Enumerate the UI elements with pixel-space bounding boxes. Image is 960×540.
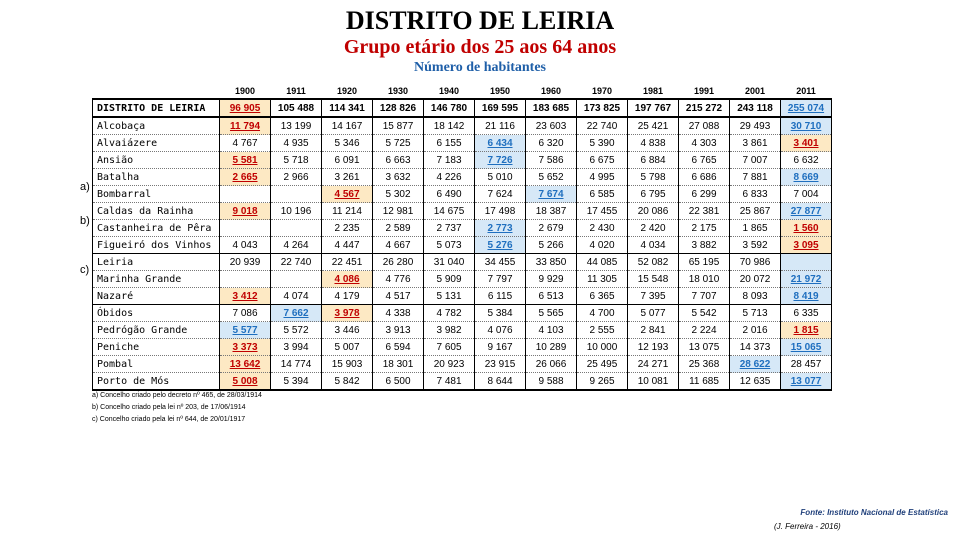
population-cell: 2 235 <box>322 220 373 237</box>
population-cell: 6 663 <box>373 152 424 169</box>
population-cell: 5 652 <box>526 169 577 186</box>
population-cell: 8 669 <box>781 169 832 186</box>
population-cell: 8 419 <box>781 288 832 305</box>
population-cell: 5 713 <box>730 305 781 322</box>
population-cell: 7 007 <box>730 152 781 169</box>
population-cell: 17 498 <box>475 203 526 220</box>
population-cell: 6 155 <box>424 135 475 152</box>
page-subtitle-2: Número de habitantes <box>414 60 546 75</box>
population-cell: 4 447 <box>322 237 373 254</box>
population-cell: 20 923 <box>424 356 475 373</box>
population-cell: 7 707 <box>679 288 730 305</box>
population-cell: 11 305 <box>577 271 628 288</box>
population-cell: 7 797 <box>475 271 526 288</box>
population-cell: 27 877 <box>781 203 832 220</box>
population-cell: 3 632 <box>373 169 424 186</box>
table-row <box>93 254 832 271</box>
year-header: 1920 <box>336 86 358 96</box>
population-cell: 5 798 <box>628 169 679 186</box>
population-cell: 7 605 <box>424 339 475 356</box>
population-cell: 20 072 <box>730 271 781 288</box>
population-cell: 5 572 <box>271 322 322 339</box>
table-row <box>93 271 832 288</box>
population-cell: 30 710 <box>781 117 832 135</box>
population-cell <box>220 220 271 237</box>
population-cell: 31 040 <box>424 254 475 271</box>
population-cell: 146 780 <box>424 99 475 117</box>
population-cell: 6 765 <box>679 152 730 169</box>
population-cell: 7 004 <box>781 186 832 203</box>
population-cell: 22 381 <box>679 203 730 220</box>
population-cell: 2 665 <box>220 169 271 186</box>
population-cell: 2 966 <box>271 169 322 186</box>
population-cell: 4 103 <box>526 322 577 339</box>
population-cell: 18 387 <box>526 203 577 220</box>
population-cell: 6 513 <box>526 288 577 305</box>
population-cell: 6 091 <box>322 152 373 169</box>
population-cell: 6 335 <box>781 305 832 322</box>
population-cell: 27 088 <box>679 117 730 135</box>
municipality-name: Figueiró dos Vinhos <box>93 237 220 254</box>
municipality-name: Leiria <box>93 254 220 271</box>
population-cell: 2 589 <box>373 220 424 237</box>
population-cell: 5 542 <box>679 305 730 322</box>
population-cell: 25 867 <box>730 203 781 220</box>
population-cell: 4 338 <box>373 305 424 322</box>
table-row <box>93 203 832 220</box>
population-cell: 9 265 <box>577 373 628 391</box>
population-cell: 6 115 <box>475 288 526 305</box>
footnote-b: b) Concelho criado pela lei nº 203, de 17/06/1914 <box>92 404 246 411</box>
table-row <box>93 305 832 322</box>
population-cell: 4 667 <box>373 237 424 254</box>
population-cell: 4 034 <box>628 237 679 254</box>
population-cell: 4 076 <box>475 322 526 339</box>
population-cell: 3 412 <box>220 288 271 305</box>
population-cell: 3 373 <box>220 339 271 356</box>
year-header: 1911 <box>286 86 306 96</box>
population-cell: 5 581 <box>220 152 271 169</box>
population-cell: 3 861 <box>730 135 781 152</box>
population-cell: 12 193 <box>628 339 679 356</box>
year-header: 2001 <box>744 86 766 96</box>
population-cell: 5 725 <box>373 135 424 152</box>
population-cell: 7 086 <box>220 305 271 322</box>
population-cell: 5 077 <box>628 305 679 322</box>
population-cell: 169 595 <box>475 99 526 117</box>
population-cell: 4 567 <box>322 186 373 203</box>
population-cell: 4 020 <box>577 237 628 254</box>
population-cell: 4 086 <box>322 271 373 288</box>
footnotes <box>92 390 262 426</box>
population-cell: 7 726 <box>475 152 526 169</box>
population-cell: 24 271 <box>628 356 679 373</box>
population-cell: 4 767 <box>220 135 271 152</box>
population-cell: 5 131 <box>424 288 475 305</box>
population-cell: 21 972 <box>781 271 832 288</box>
population-cell: 34 455 <box>475 254 526 271</box>
population-cell: 5 577 <box>220 322 271 339</box>
population-cell: 28 622 <box>730 356 781 373</box>
population-cell: 15 877 <box>373 117 424 135</box>
municipality-name: Peniche <box>93 339 220 356</box>
population-cell <box>271 220 322 237</box>
population-cell: 4 517 <box>373 288 424 305</box>
population-cell: 15 548 <box>628 271 679 288</box>
population-cell: 5 276 <box>475 237 526 254</box>
population-cell: 3 994 <box>271 339 322 356</box>
population-cell: 13 077 <box>781 373 832 391</box>
table-row <box>93 169 832 186</box>
population-cell: 12 635 <box>730 373 781 391</box>
population-cell: 5 008 <box>220 373 271 391</box>
population-cell: 15 065 <box>781 339 832 356</box>
district-total-row <box>93 99 832 117</box>
population-cell: 5 302 <box>373 186 424 203</box>
population-cell: 28 457 <box>781 356 832 373</box>
population-cell: 5 394 <box>271 373 322 391</box>
year-header: 1930 <box>387 86 409 96</box>
population-cell: 4 303 <box>679 135 730 152</box>
population-cell: 4 838 <box>628 135 679 152</box>
population-cell: 5 266 <box>526 237 577 254</box>
population-cell: 3 592 <box>730 237 781 254</box>
population-cell: 6 365 <box>577 288 628 305</box>
population-cell: 6 795 <box>628 186 679 203</box>
population-cell: 7 881 <box>730 169 781 186</box>
population-cell: 14 373 <box>730 339 781 356</box>
population-cell: 6 434 <box>475 135 526 152</box>
population-cell: 6 585 <box>577 186 628 203</box>
population-cell: 4 179 <box>322 288 373 305</box>
year-header: 1900 <box>234 86 256 96</box>
population-cell: 25 368 <box>679 356 730 373</box>
marker-a: a) <box>80 181 90 193</box>
population-cell: 114 341 <box>322 99 373 117</box>
population-cell: 6 884 <box>628 152 679 169</box>
population-cell: 22 451 <box>322 254 373 271</box>
population-cell: 2 679 <box>526 220 577 237</box>
municipality-name: Pedrógão Grande <box>93 322 220 339</box>
population-cell: 2 430 <box>577 220 628 237</box>
population-cell: 5 010 <box>475 169 526 186</box>
year-header: 1991 <box>693 86 715 96</box>
municipality-name: Pombal <box>93 356 220 373</box>
population-cell: 6 500 <box>373 373 424 391</box>
population-cell: 13 199 <box>271 117 322 135</box>
population-cell: 11 794 <box>220 117 271 135</box>
municipality-name: Ansião <box>93 152 220 169</box>
population-cell: 5 718 <box>271 152 322 169</box>
table-row <box>93 152 832 169</box>
population-cell: 2 224 <box>679 322 730 339</box>
population-cell: 10 289 <box>526 339 577 356</box>
population-cell: 197 767 <box>628 99 679 117</box>
population-cell: 7 586 <box>526 152 577 169</box>
population-cell: 6 686 <box>679 169 730 186</box>
municipality-name: Marinha Grande <box>93 271 220 288</box>
population-cell: 3 882 <box>679 237 730 254</box>
population-cell: 4 226 <box>424 169 475 186</box>
population-cell: 14 675 <box>424 203 475 220</box>
population-cell: 6 675 <box>577 152 628 169</box>
population-cell: 96 905 <box>220 99 271 117</box>
population-cell: 7 481 <box>424 373 475 391</box>
year-header: 1981 <box>642 86 664 96</box>
population-cell: 3 446 <box>322 322 373 339</box>
year-header: 1950 <box>489 86 511 96</box>
population-cell: 243 118 <box>730 99 781 117</box>
population-cell: 6 594 <box>373 339 424 356</box>
population-cell: 20 086 <box>628 203 679 220</box>
population-cell: 4 264 <box>271 237 322 254</box>
population-cell: 6 299 <box>679 186 730 203</box>
population-cell: 105 488 <box>271 99 322 117</box>
corner-cell <box>93 84 220 99</box>
population-cell <box>271 271 322 288</box>
population-cell: 2 841 <box>628 322 679 339</box>
population-cell: 6 833 <box>730 186 781 203</box>
source-note: Fonte: Instituto Nacional de Estatística <box>800 508 948 517</box>
population-cell: 18 142 <box>424 117 475 135</box>
population-cell: 215 272 <box>679 99 730 117</box>
population-cell: 10 081 <box>628 373 679 391</box>
municipality-name: DISTRITO DE LEIRIA <box>93 99 220 117</box>
footnote-a: a) Concelho criado pelo decreto nº 465, de 28/03/1914 <box>92 392 262 399</box>
population-cell: 7 395 <box>628 288 679 305</box>
municipality-name: Bombarral <box>93 186 220 203</box>
population-cell: 9 929 <box>526 271 577 288</box>
population-cell: 5 073 <box>424 237 475 254</box>
author-note: (J. Ferreira - 2016) <box>774 522 841 531</box>
population-cell: 4 043 <box>220 237 271 254</box>
population-cell: 1 560 <box>781 220 832 237</box>
population-cell: 255 074 <box>781 99 832 117</box>
population-cell: 3 401 <box>781 135 832 152</box>
population-cell: 4 782 <box>424 305 475 322</box>
population-cell: 22 740 <box>577 117 628 135</box>
population-cell: 29 493 <box>730 117 781 135</box>
population-cell <box>781 254 832 271</box>
population-cell: 5 007 <box>322 339 373 356</box>
marker-b: b) <box>80 215 90 227</box>
population-cell: 23 603 <box>526 117 577 135</box>
population-cell: 12 981 <box>373 203 424 220</box>
population-cell: 1 815 <box>781 322 832 339</box>
table-row <box>93 117 832 135</box>
population-cell: 11 214 <box>322 203 373 220</box>
table-row <box>93 186 832 203</box>
table-row <box>93 322 832 339</box>
population-cell: 17 455 <box>577 203 628 220</box>
population-cell: 13 642 <box>220 356 271 373</box>
population-cell: 23 915 <box>475 356 526 373</box>
population-cell: 2 420 <box>628 220 679 237</box>
population-cell: 7 624 <box>475 186 526 203</box>
population-cell: 10 000 <box>577 339 628 356</box>
year-header-row <box>93 84 832 99</box>
table-row <box>93 237 832 254</box>
municipality-name: Porto de Mós <box>93 373 220 391</box>
population-cell: 13 075 <box>679 339 730 356</box>
population-cell: 18 010 <box>679 271 730 288</box>
population-cell: 9 588 <box>526 373 577 391</box>
population-cell: 6 632 <box>781 152 832 169</box>
table-row <box>93 135 832 152</box>
population-cell: 65 195 <box>679 254 730 271</box>
population-cell: 15 903 <box>322 356 373 373</box>
population-cell: 10 196 <box>271 203 322 220</box>
population-cell: 3 913 <box>373 322 424 339</box>
municipality-name: Batalha <box>93 169 220 186</box>
table-row <box>93 288 832 305</box>
population-cell: 183 685 <box>526 99 577 117</box>
year-header: 2011 <box>796 86 816 96</box>
population-cell: 5 565 <box>526 305 577 322</box>
population-cell: 21 116 <box>475 117 526 135</box>
footnote-c: c) Concelho criado pela lei nº 644, de 20/01/1917 <box>92 416 246 423</box>
municipality-name: Nazaré <box>93 288 220 305</box>
population-cell: 3 978 <box>322 305 373 322</box>
population-cell: 5 384 <box>475 305 526 322</box>
population-cell: 6 490 <box>424 186 475 203</box>
population-cell: 4 935 <box>271 135 322 152</box>
population-cell: 18 301 <box>373 356 424 373</box>
table-body <box>93 99 832 390</box>
population-cell: 2 737 <box>424 220 475 237</box>
population-cell: 2 016 <box>730 322 781 339</box>
population-cell: 8 644 <box>475 373 526 391</box>
page-subtitle: Grupo etário dos 25 aos 64 anos <box>343 36 617 58</box>
population-cell: 33 850 <box>526 254 577 271</box>
table-row <box>93 220 832 237</box>
population-cell: 4 776 <box>373 271 424 288</box>
population-cell: 5 346 <box>322 135 373 152</box>
population-cell: 128 826 <box>373 99 424 117</box>
population-cell: 7 674 <box>526 186 577 203</box>
year-header: 1940 <box>438 86 460 96</box>
year-header: 1970 <box>591 86 613 96</box>
population-cell: 26 280 <box>373 254 424 271</box>
population-cell: 26 066 <box>526 356 577 373</box>
population-cell: 9 018 <box>220 203 271 220</box>
population-cell: 14 774 <box>271 356 322 373</box>
population-cell: 5 390 <box>577 135 628 152</box>
population-cell: 2 175 <box>679 220 730 237</box>
municipality-name: Alcobaça <box>93 117 220 135</box>
population-cell: 4 074 <box>271 288 322 305</box>
population-cell: 7 183 <box>424 152 475 169</box>
population-cell: 5 842 <box>322 373 373 391</box>
population-cell: 22 740 <box>271 254 322 271</box>
table-row <box>93 339 832 356</box>
table-row <box>93 356 832 373</box>
population-cell: 25 421 <box>628 117 679 135</box>
population-cell: 11 685 <box>679 373 730 391</box>
population-cell <box>271 186 322 203</box>
population-cell: 8 093 <box>730 288 781 305</box>
population-cell: 44 085 <box>577 254 628 271</box>
population-cell: 3 261 <box>322 169 373 186</box>
population-cell: 2 555 <box>577 322 628 339</box>
population-cell: 70 986 <box>730 254 781 271</box>
municipality-name: Alvaiázere <box>93 135 220 152</box>
population-cell: 3 982 <box>424 322 475 339</box>
municipality-name: Óbidos <box>93 305 220 322</box>
population-cell <box>220 271 271 288</box>
marker-c: c) <box>80 264 90 276</box>
population-cell: 5 909 <box>424 271 475 288</box>
population-cell: 9 167 <box>475 339 526 356</box>
population-cell: 20 939 <box>220 254 271 271</box>
population-cell <box>220 186 271 203</box>
population-cell: 25 495 <box>577 356 628 373</box>
population-cell: 3 095 <box>781 237 832 254</box>
population-cell: 2 773 <box>475 220 526 237</box>
population-cell: 14 167 <box>322 117 373 135</box>
municipality-name: Caldas da Rainha <box>93 203 220 220</box>
page-title: DISTRITO DE LEIRIA <box>345 6 615 35</box>
population-cell: 173 825 <box>577 99 628 117</box>
population-cell: 7 662 <box>271 305 322 322</box>
population-cell: 4 700 <box>577 305 628 322</box>
population-cell: 52 082 <box>628 254 679 271</box>
population-table <box>92 84 832 391</box>
population-cell: 1 865 <box>730 220 781 237</box>
year-header: 1960 <box>540 86 562 96</box>
population-cell: 4 995 <box>577 169 628 186</box>
municipality-name: Castanheira de Pêra <box>93 220 220 237</box>
table-row <box>93 373 832 391</box>
population-cell: 6 320 <box>526 135 577 152</box>
